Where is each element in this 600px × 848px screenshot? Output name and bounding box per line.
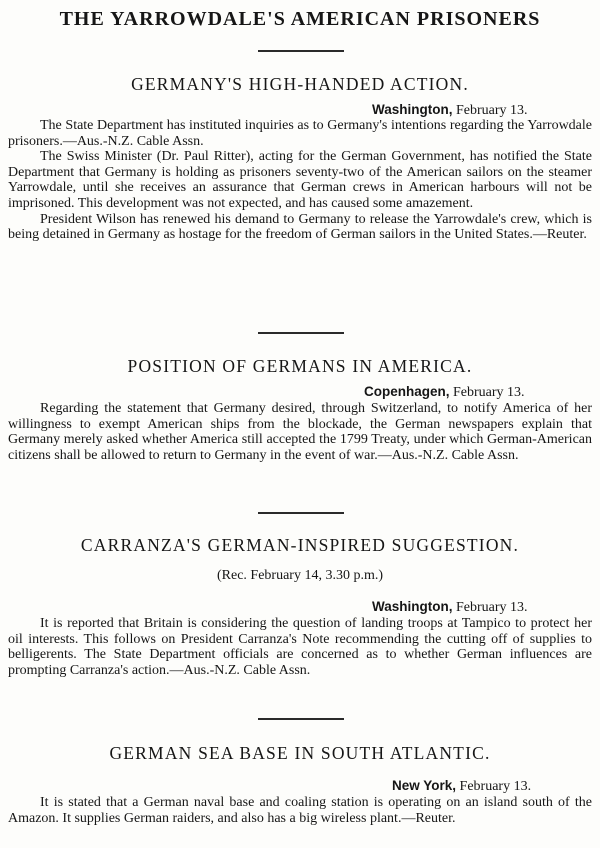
received-timestamp: (Rec. February 14, 3.30 p.m.) — [216, 568, 384, 583]
article-body — [8, 616, 592, 678]
dateline-place: Copenhagen, — [364, 384, 450, 399]
main-title: THE YARROWDALE'S AMERICAN PRISONERS — [59, 8, 541, 30]
dateline-date: February 13. — [453, 385, 525, 400]
paragraph: President Wilson has renewed his demand to Germany to release the Yarrowdale's crew, which is being detained in Germany as hostage for the freedom of German sailors in the United States.—Reuter. — [8, 211, 592, 243]
dateline-date: February 13. — [456, 103, 528, 118]
divider-rule — [258, 332, 344, 334]
dateline — [392, 778, 531, 795]
article-body — [8, 795, 592, 826]
dateline-place: Washington, — [372, 102, 453, 117]
paragraph: It is reported that Britain is considering the question of landing troops at Tampico to protect her oil interests. This follows on President Carranza's Note recommending the cutting off of supplies to belligerents. The State Department officials are concerned as to whether German influences are prompting Carranza's action.—Aus.-N.Z. Cable Assn. — [8, 616, 592, 678]
divider-rule — [258, 512, 344, 514]
article-headline-carranza: CARRANZA'S GERMAN-INSPIRED SUGGESTION. — [80, 535, 520, 555]
divider-rule — [258, 718, 344, 720]
divider-rule — [258, 50, 344, 52]
paragraph: The State Department has instituted inquiries as to Germany's intentions regarding the Yarrowdale prisoners.—Aus.-N.Z. Cable Assn. — [8, 118, 592, 149]
article-headline-sea-base: GERMAN SEA BASE IN SOUTH ATLANTIC. — [109, 743, 491, 763]
dateline-date: February 13. — [456, 600, 528, 615]
dateline-place: New York, — [392, 778, 457, 793]
dateline — [364, 384, 525, 401]
article-headline-germany-action: GERMANY'S HIGH-HANDED ACTION. — [131, 74, 469, 94]
paragraph: Regarding the statement that Germany desired, through Switzerland, to notify America of her willingness to exempt American ships from the blockade, the German newspapers explain that Germany merely asked whether America still accepted the 1799 Treaty, under which German-American citizens shall be allowed to return to Germany in the event of war.—Aus.-N.Z. Cable Assn. — [8, 401, 592, 463]
dateline-date: February 13. — [459, 779, 532, 794]
paragraph: The Swiss Minister (Dr. Paul Ritter), acting for the German Government, has notified the State Department that Germany is holding as prisoners seventy-two of the American sailors on the steamer Yarrowdale, until she receives an assurance that German crews in American harbours will not be imprisoned. This development was not expected, and has caused some amazement. — [8, 149, 592, 211]
dateline — [372, 599, 528, 616]
article-body — [8, 401, 592, 463]
dateline-place: Washington, — [372, 599, 453, 614]
article-headline-germans-in-america: POSITION OF GERMANS IN AMERICA. — [127, 356, 473, 376]
dateline — [372, 102, 528, 119]
paragraph: It is stated that a German naval base and coaling station is operating on an island south of the Amazon. It supplies German raiders, and also has a big wireless plant.—Reuter. — [8, 795, 592, 826]
article-body — [8, 118, 592, 243]
